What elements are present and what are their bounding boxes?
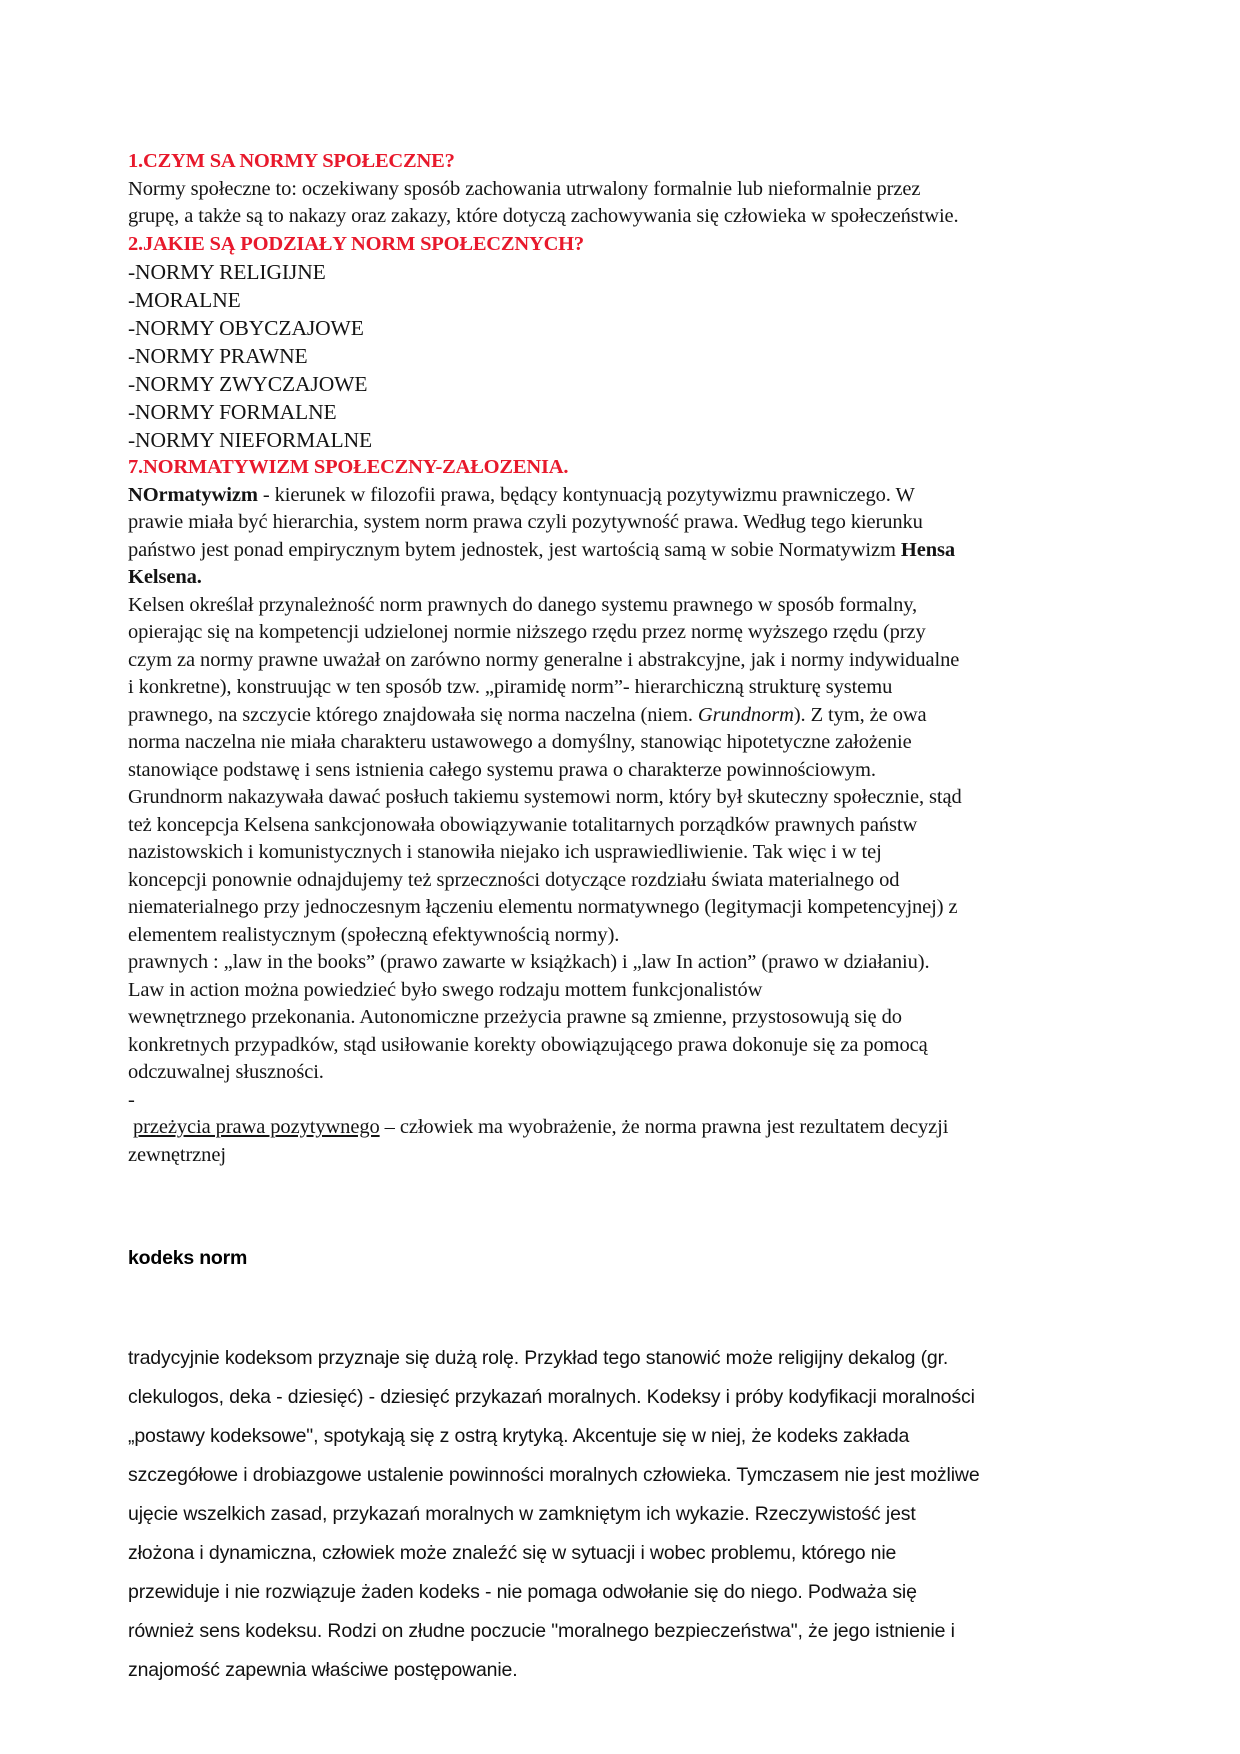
- normativism-lead-term: NOrmatywizm: [128, 483, 258, 506]
- normativism-line-3-start: państwo jest ponad empirycznym bytem jednostek, jest wartością samą w sobie Normatywizm: [128, 538, 901, 561]
- kodeks-heading-space: [128, 1289, 1128, 1339]
- section-divider-space: [128, 1169, 1128, 1227]
- answer-question-1-line-2: grupę, a także są to nakazy oraz zakazy, które dotyczą zachowywania się człowieka w społeczeństwie.: [128, 205, 959, 227]
- kodeks-line-7: przewiduje i nie rozwiązuje żaden kodeks - nie pomaga odwołanie się do niego. Podważa się: [128, 1581, 917, 1603]
- serif-text-block: [128, 148, 1128, 1169]
- grundnorm-term: Grundnorm: [697, 703, 794, 726]
- norm-list-item-nieformalne: -NORMY NIEFORMALNE: [128, 428, 373, 452]
- answer-question-1-line-1: Normy społeczne to: oczekiwany sposób zachowania utrwalony formalnie lub nieformalnie przez: [128, 177, 921, 200]
- kodeks-section: [128, 1247, 1128, 1691]
- normativism-lead-line: [128, 482, 1128, 510]
- kelsen-line-13: elementem realistycznym (społeczną efektywnością normy).: [128, 923, 620, 946]
- kelsen-line-2: opierając się na kompetencji udzielonej normie niższego rzędu przez normę wyższego rzędu (przy: [128, 621, 926, 643]
- law-in-action-line-4: konkretnych przypadków, stąd usiłowanie korekty obowiązującego prawa dokonuje się za pomocą: [128, 1033, 928, 1056]
- kelsen-line-3: czym za normy prawne uważał on zarówno normy generalne i abstrakcyjne, jak i normy indywidualne: [128, 648, 960, 671]
- kodeks-heading: kodeks norm: [128, 1246, 248, 1269]
- kelsen-line-5-end: ). Z tym, że owa: [793, 703, 927, 726]
- kelsen-line-10: nazistowskich i komunistycznych i stanowiła niejako ich usprawiedliwienie. Tak więc i w tej: [128, 841, 882, 863]
- document-content: [128, 148, 1128, 1690]
- kelsen-line-1: Kelsen określał przynależność norm prawnych do danego systemu prawnego w sposób formalny,: [128, 593, 918, 616]
- positive-law-line-2: zewnętrznej: [128, 1143, 226, 1166]
- kelsen-line-11: koncepcji ponownie odnajdujemy też sprzeczności dotyczące rozdziału świata materialnego od: [128, 868, 900, 891]
- heading-question-1: 1.CZYM SA NORMY SPOŁECZNE?: [128, 150, 455, 172]
- positive-law-rest: – człowiek ma wyobrażenie, że norma prawna jest rezultatem decyzji: [379, 1116, 949, 1138]
- kelsen-line-4: i konkretne), konstruując w ten sposób tzw. „piramidę norm”- hierarchiczną strukturę systemu: [128, 676, 893, 698]
- norm-list-item-obyczajowe: -NORMY OBYCZAJOWE: [128, 316, 364, 340]
- kodeks-line-5: ujęcie wszelkich zasad, przykazań moralnych w zamkniętym ich wykazie. Rzeczywistość jest: [128, 1503, 916, 1525]
- normativism-hensa: Hensa: [900, 538, 956, 561]
- kelsen-line-12: niematerialnego przy jednoczesnym łączeniu elementu normatywnego (legitymacji kompetencyjnej) z: [128, 896, 958, 918]
- heading-question-2: 2.JAKIE SĄ PODZIAŁY NORM SPOŁECZNYCH?: [128, 232, 584, 255]
- norm-list-item-religijne: -NORMY RELIGIJNE: [128, 260, 326, 284]
- norm-list-item-zwyczajowe: -NORMY ZWYCZAJOWE: [128, 372, 368, 396]
- law-in-action-line-1: prawnych : „law in the books” (prawo zawarte w książkach) i „law In action” (prawo w działaniu).: [128, 951, 930, 973]
- kodeks-line-1: tradycyjnie kodeksom przyznaje się dużą rolę. Przykład tego stanowić może religijny dekalog (gr.: [128, 1347, 949, 1369]
- kelsen-line-6: norma naczelna nie miała charakteru ustawowego a domyślny, stanowiąc hipotetyczne założenie: [128, 731, 912, 753]
- law-in-action-line-5: odczuwalnej słuszności.: [128, 1061, 324, 1083]
- kelsen-line-5-start: prawnego, na szczycie którego znajdowała się norma naczelna (niem.: [128, 703, 698, 726]
- norm-list-item-formalne: -NORMY FORMALNE: [128, 400, 337, 424]
- normativism-lead-rest: - kierunek w filozofii prawa, będący kontynuacją pozytywizmu prawniczego. W: [257, 483, 915, 506]
- normativism-line-2: prawie miała być hierarchia, system norm prawa czyli pozytywność prawa. Według tego kierunku: [128, 511, 923, 533]
- kodeks-line-4: szczegółowe i drobiazgowe ustalenie powinności moralnych człowieka. Tymczasem nie jest możliwe: [128, 1464, 980, 1486]
- law-in-action-line-2: Law in action można powiedzieć było swego rodzaju mottem funkcjonalistów: [128, 978, 763, 1001]
- kelsen-line-9: też koncepcja Kelsena sankcjonowała obowiązywanie totalitarnych porządków prawnych państw: [128, 813, 918, 836]
- positive-law-line-1: [128, 1114, 1128, 1142]
- normativism-kelsena: Kelsena.: [128, 566, 202, 588]
- kodeks-line-2: clekulogos, deka - dziesięć) - dziesięć przykazań moralnych. Kodeksy i próby kodyfikacji moralności: [128, 1386, 975, 1408]
- kelsen-line-5: [128, 702, 1128, 730]
- positive-law-underlined-term: przeżycia prawa pozytywnego: [133, 1116, 380, 1138]
- kodeks-line-3: „postawy kodeksowe", spotykają się z ostrą krytyką. Akcentuje się w niej, że kodeks zakłada: [128, 1425, 910, 1447]
- norm-list-item-moralne: -MORALNE: [128, 288, 241, 312]
- kodeks-line-9: znajomość zapewnia właściwe postępowanie.: [128, 1659, 518, 1681]
- kodeks-line-6: złożona i dynamiczna, człowiek może znaleźć się w sytuacji i wobec problemu, którego nie: [128, 1542, 897, 1564]
- norm-list-item-prawne: -NORMY PRAWNE: [128, 344, 308, 368]
- law-in-action-line-3: wewnętrznego przekonania. Autonomiczne przeżycia prawne są zmienne, przystosowują się do: [128, 1006, 902, 1028]
- kelsen-line-7: stanowiące podstawę i sens istnienia całego systemu prawa o charakterze powinnościowym.: [128, 758, 876, 781]
- dash-marker: -: [128, 1088, 135, 1111]
- normativism-line-3: [128, 537, 1128, 565]
- kelsen-line-8: Grundnorm nakazywała dawać posłuch takiemu systemowi norm, który był skuteczny społecznie, stąd: [128, 786, 962, 808]
- kodeks-paragraph: [128, 1339, 1128, 1690]
- kodeks-line-8: również sens kodeksu. Rodzi on złudne poczucie "moralnego bezpieczeństwa", że jego istnienie i: [128, 1620, 955, 1642]
- heading-question-7: 7.NORMATYWIZM SPOŁECZNY-ZAŁOZENIA.: [128, 456, 569, 478]
